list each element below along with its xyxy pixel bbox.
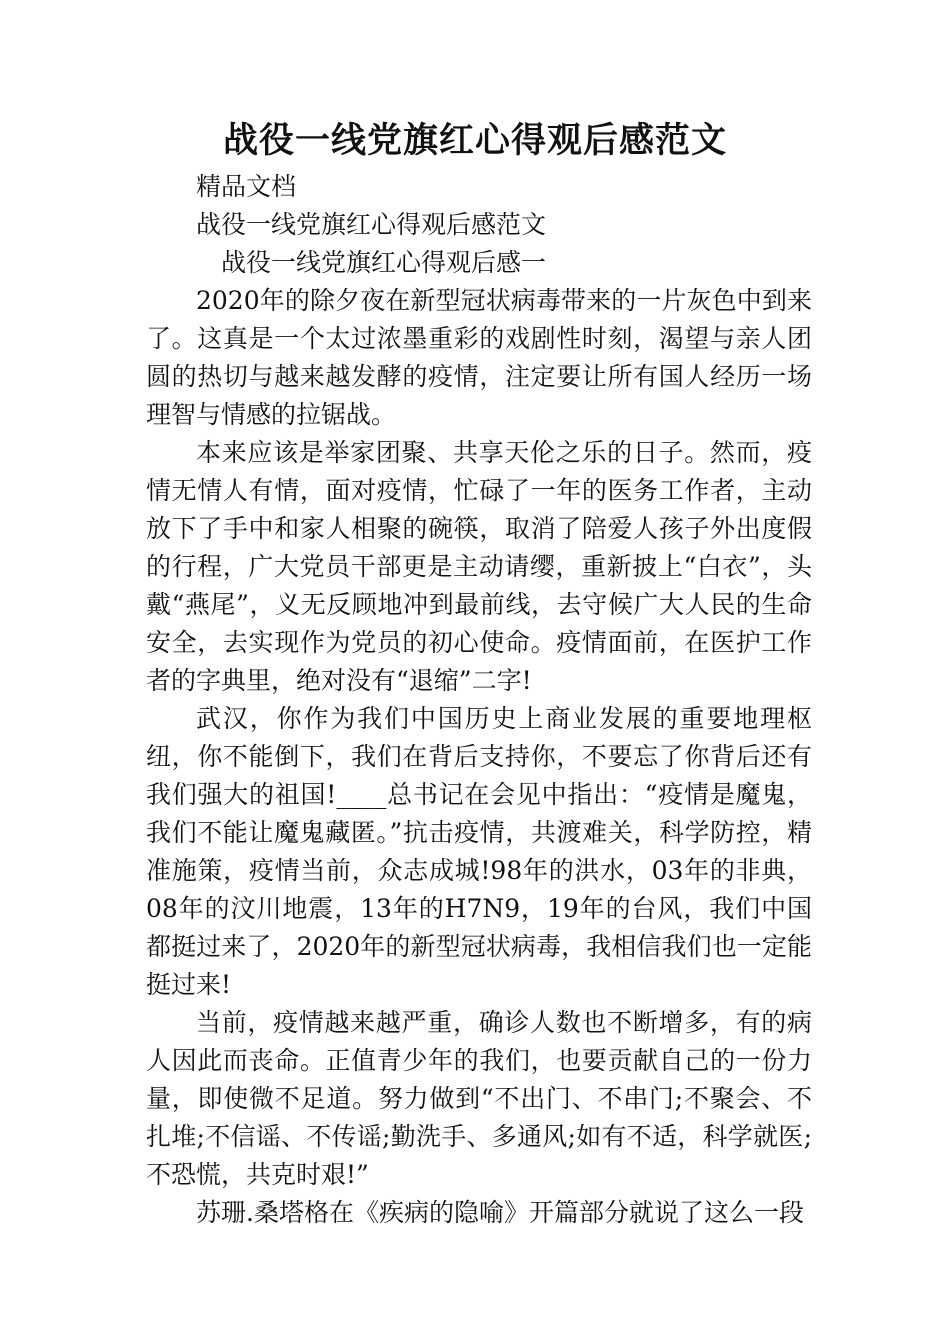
header-label: 精品文档: [196, 172, 297, 201]
document-body: [146, 168, 812, 1232]
paragraph: 当前，疫情越来越严重，确诊人数也不断增多，有的病人因此而丧命。正值青少年的我们，也要贡献自己的一份力量，即使微不足道。努力做到“不出门、不串门;不聚会、不扎堆;不信谣、不传谣;勤洗手、多通风;如有不适，科学就医;不恐慌，共克时艰!”: [146, 1008, 812, 1189]
paragraph: 苏珊.桑塔格在《疾病的隐喻》开篇部分就说了这么一段: [196, 1198, 804, 1227]
paragraph: 武汉，你作为我们中国历史上商业发展的重要地理枢纽，你不能倒下，我们在背后支持你，不要忘了你背后还有我们强大的祖国!____总书记在会见中指出：“疫情是魔鬼，我们不能让魔鬼藏匿。”抗击疫情，共渡难关，科学防控，精准施策，疫情当前，众志成城!98年的洪水，03年的非典，08年的汶川地震，13年的H7N9，19年的台风，我们中国都挺过来了，2020年的新型冠状病毒，我相信我们也一定能挺过来!: [146, 704, 812, 999]
repeated-title: 战役一线党旗红心得观后感范文: [196, 210, 547, 239]
paragraph: 2020年的除夕夜在新型冠状病毒带来的一片灰色中到来了。这真是一个太过浓墨重彩的戏剧性时刻，渴望与亲人团圆的热切与越来越发酵的疫情，注定要让所有国人经历一场理智与情感的拉锯战。: [146, 286, 812, 429]
section-heading: 战役一线党旗红心得观后感一: [221, 248, 547, 277]
paragraph: 本来应该是举家团聚、共享天伦之乐的日子。然而，疫情无情人有情，面对疫情，忙碌了一年的医务工作者，主动放下了手中和家人相聚的碗筷，取消了陪爱人孩子外出度假的行程，广大党员干部更是主动请缨，重新披上“白衣”，头戴“燕尾”，义无反顾地冲到最前线，去守候广大人民的生命安全，去实现作为党员的初心使命。疫情面前，在医护工作者的字典里，绝对没有“退缩”二字!: [146, 438, 812, 695]
document-title: 战役一线党旗红心得观后感范文: [222, 121, 727, 161]
